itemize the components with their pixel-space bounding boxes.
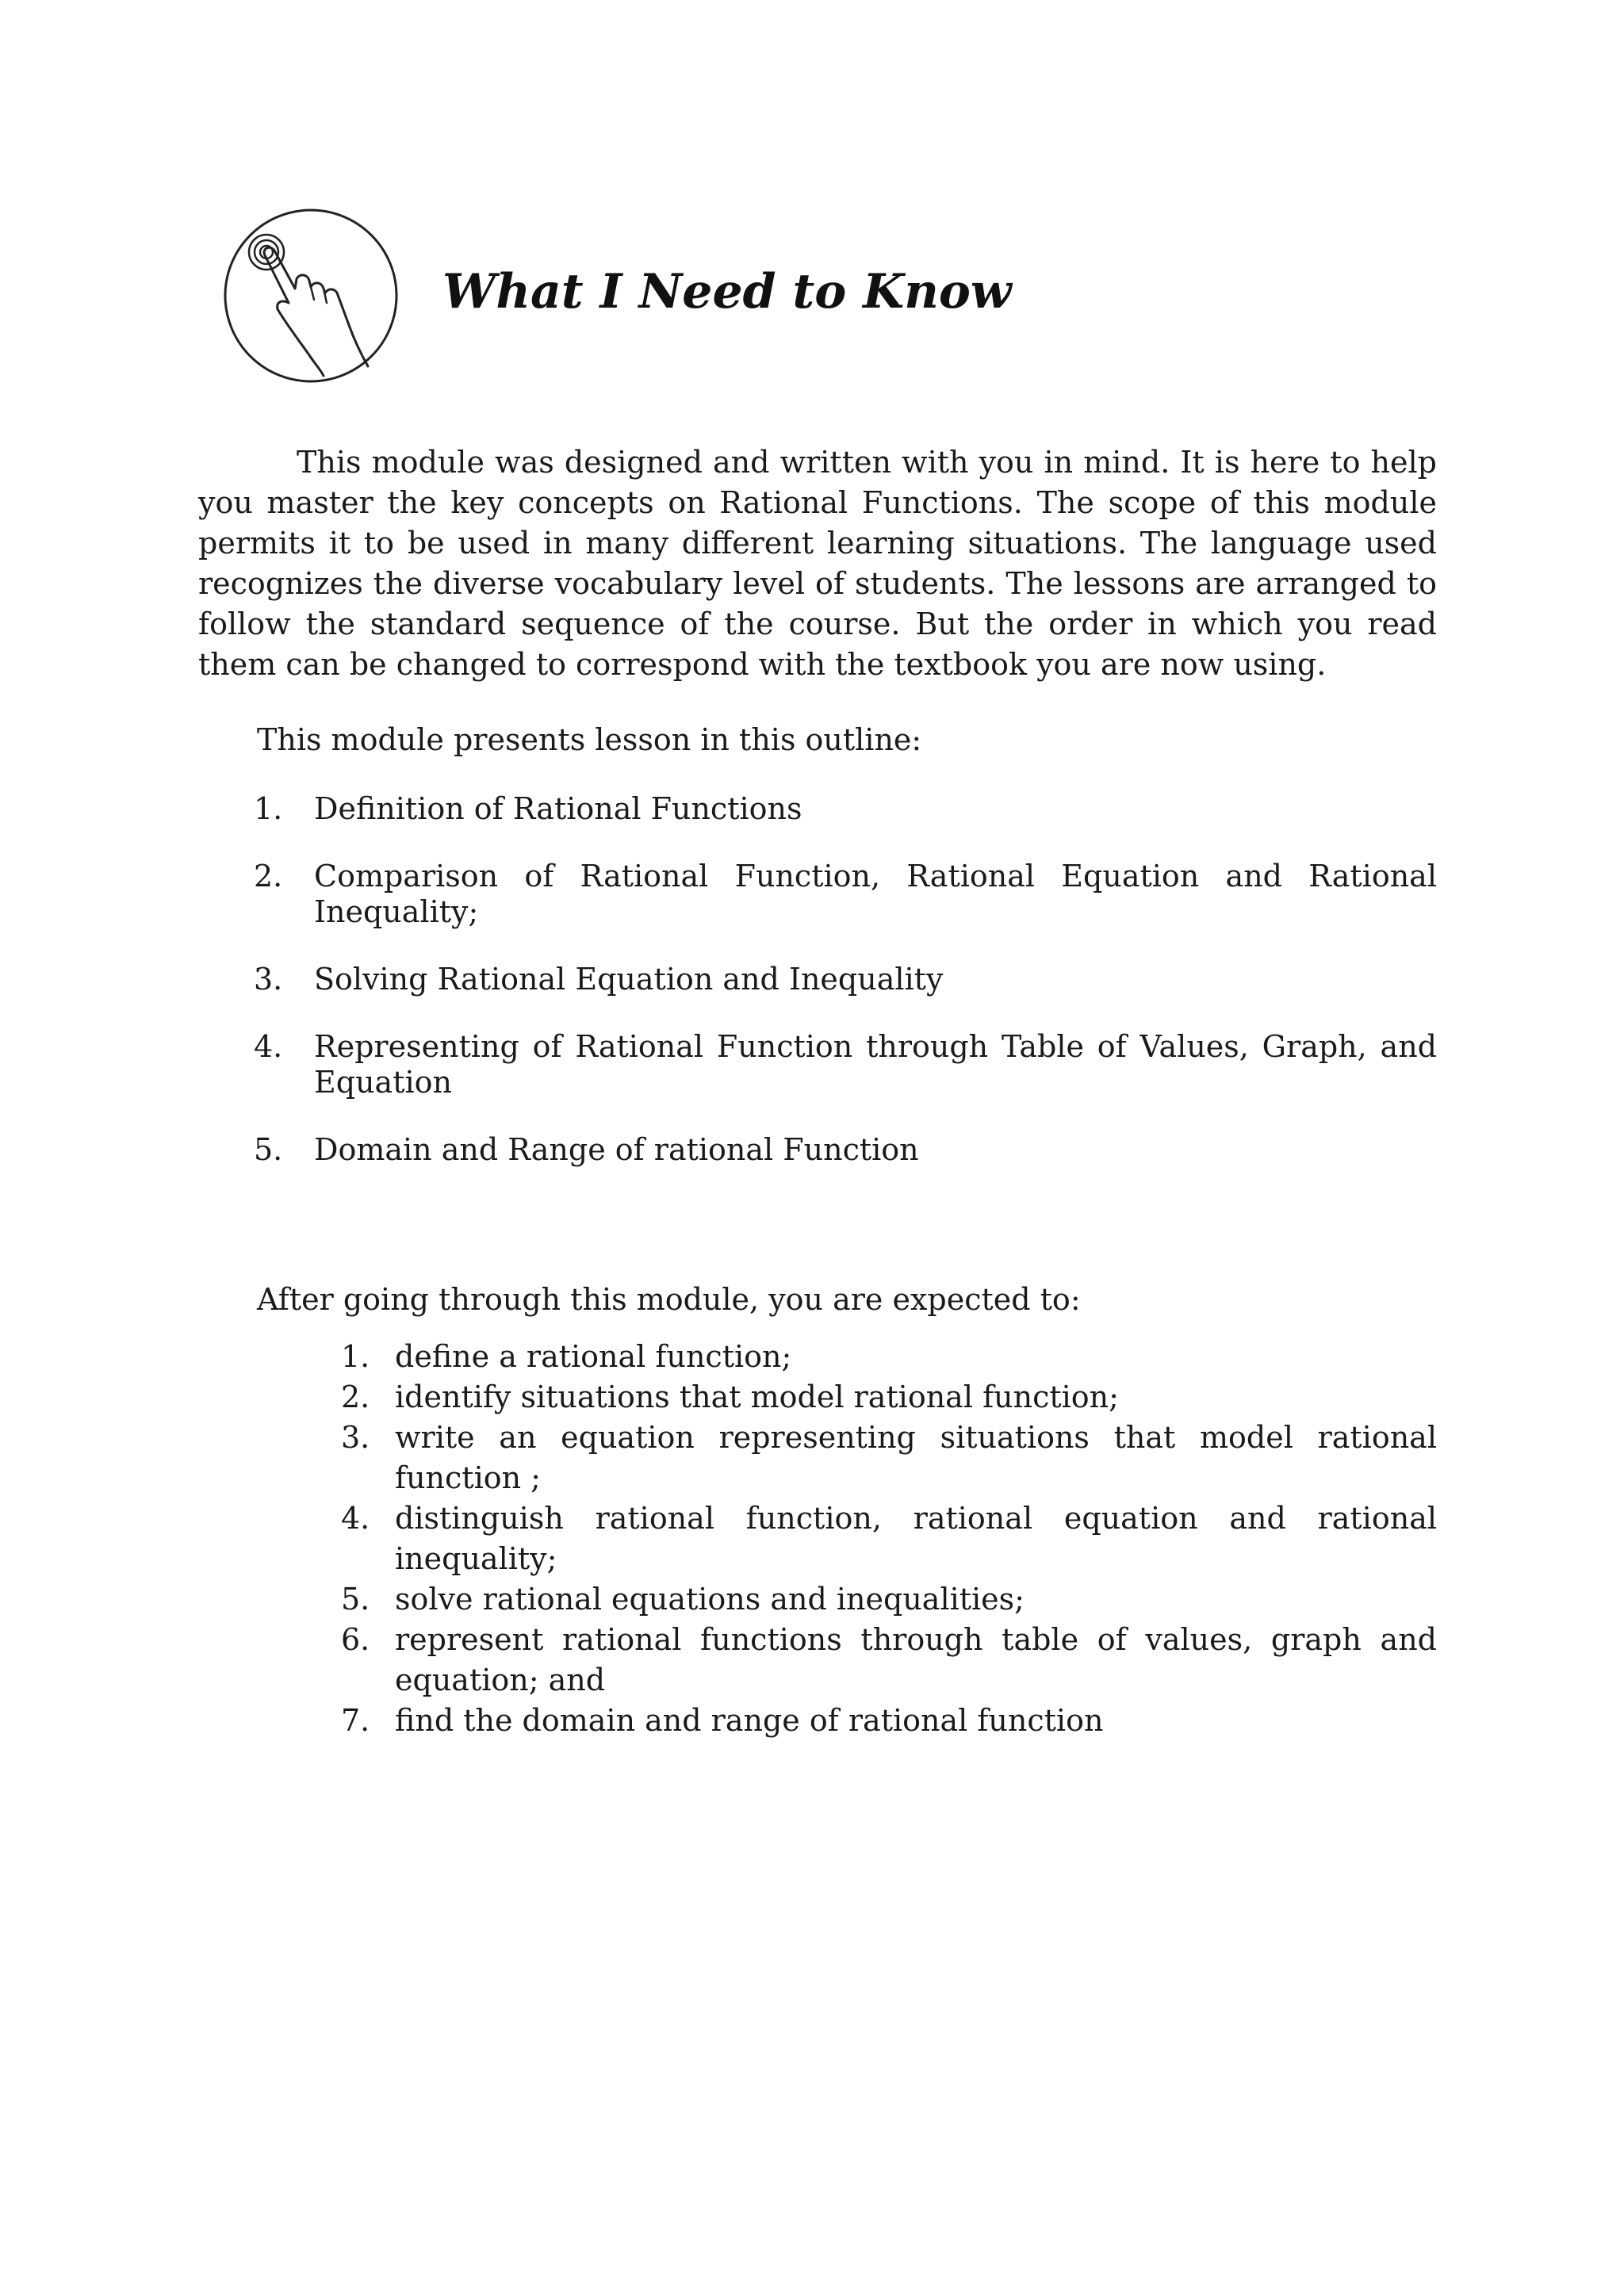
objective-item xyxy=(341,1377,1437,1418)
outline-item xyxy=(254,1029,1437,1100)
outline-item-text: Comparison of Rational Function, Rational Equation and Rational Inequality; xyxy=(314,859,1437,929)
objectives-lead: After going through this module, you are expected to: xyxy=(257,1282,1081,1317)
objective-item-number: 2. xyxy=(341,1380,370,1414)
objective-item-number: 5. xyxy=(341,1582,370,1617)
objective-item-text: represent rational functions through table of values, graph and equation; and xyxy=(395,1622,1437,1697)
outline-item-text: Domain and Range of rational Function xyxy=(314,1132,919,1167)
outline-lead: This module presents lesson in this outline: xyxy=(257,722,922,757)
outline-item xyxy=(254,962,1437,997)
objective-item-text: distinguish rational function, rational equation and rational inequality; xyxy=(395,1501,1437,1576)
outline-item-text: Solving Rational Equation and Inequality xyxy=(314,962,944,997)
outline-item xyxy=(254,859,1437,930)
objectives-list xyxy=(341,1337,1437,1741)
objective-item xyxy=(341,1337,1437,1377)
outline-item-number: 4. xyxy=(254,1029,283,1064)
pointing-hand-icon xyxy=(216,200,406,392)
page-title: What I Need to Know xyxy=(442,264,1012,320)
objective-item-text: identify situations that model rational function; xyxy=(395,1380,1119,1414)
outline-item-number: 5. xyxy=(254,1132,283,1167)
outline-item-number: 2. xyxy=(254,859,283,894)
outline-item xyxy=(254,1132,1437,1168)
objective-item-text: solve rational equations and inequalities; xyxy=(395,1582,1025,1617)
outline-list xyxy=(254,791,1437,1200)
outline-item xyxy=(254,791,1437,827)
objective-item-number: 3. xyxy=(341,1420,370,1455)
objective-item xyxy=(341,1701,1437,1741)
objective-item-number: 1. xyxy=(341,1339,370,1374)
objective-item xyxy=(341,1579,1437,1620)
objective-item-number: 7. xyxy=(341,1703,370,1738)
outline-item-number: 3. xyxy=(254,962,283,997)
objective-item xyxy=(341,1418,1437,1498)
objective-item-text: define a rational function; xyxy=(395,1339,792,1374)
outline-item-number: 1. xyxy=(254,791,283,826)
objective-item-text: write an equation representing situations that model rational function ; xyxy=(395,1420,1437,1495)
outline-item-text: Representing of Rational Function through Table of Values, Graph, and Equation xyxy=(314,1029,1437,1100)
outline-item-text: Definition of Rational Functions xyxy=(314,791,802,826)
objective-item-number: 6. xyxy=(341,1622,370,1657)
objective-item xyxy=(341,1498,1437,1579)
objective-item xyxy=(341,1620,1437,1701)
objective-item-number: 4. xyxy=(341,1501,370,1536)
intro-paragraph: This module was designed and written with you in mind. It is here to help you master the key concepts on Rational Functions. The scope of this module permits it to be used in many different learning situations. The language used recognizes the diverse vocabulary level of students. The lessons are arranged to follow the standard sequence of the course. But the order in which you read them can be changed to correspond with the textbook you are now using. xyxy=(198,445,1437,682)
objective-item-text: find the domain and range of rational function xyxy=(395,1703,1104,1738)
